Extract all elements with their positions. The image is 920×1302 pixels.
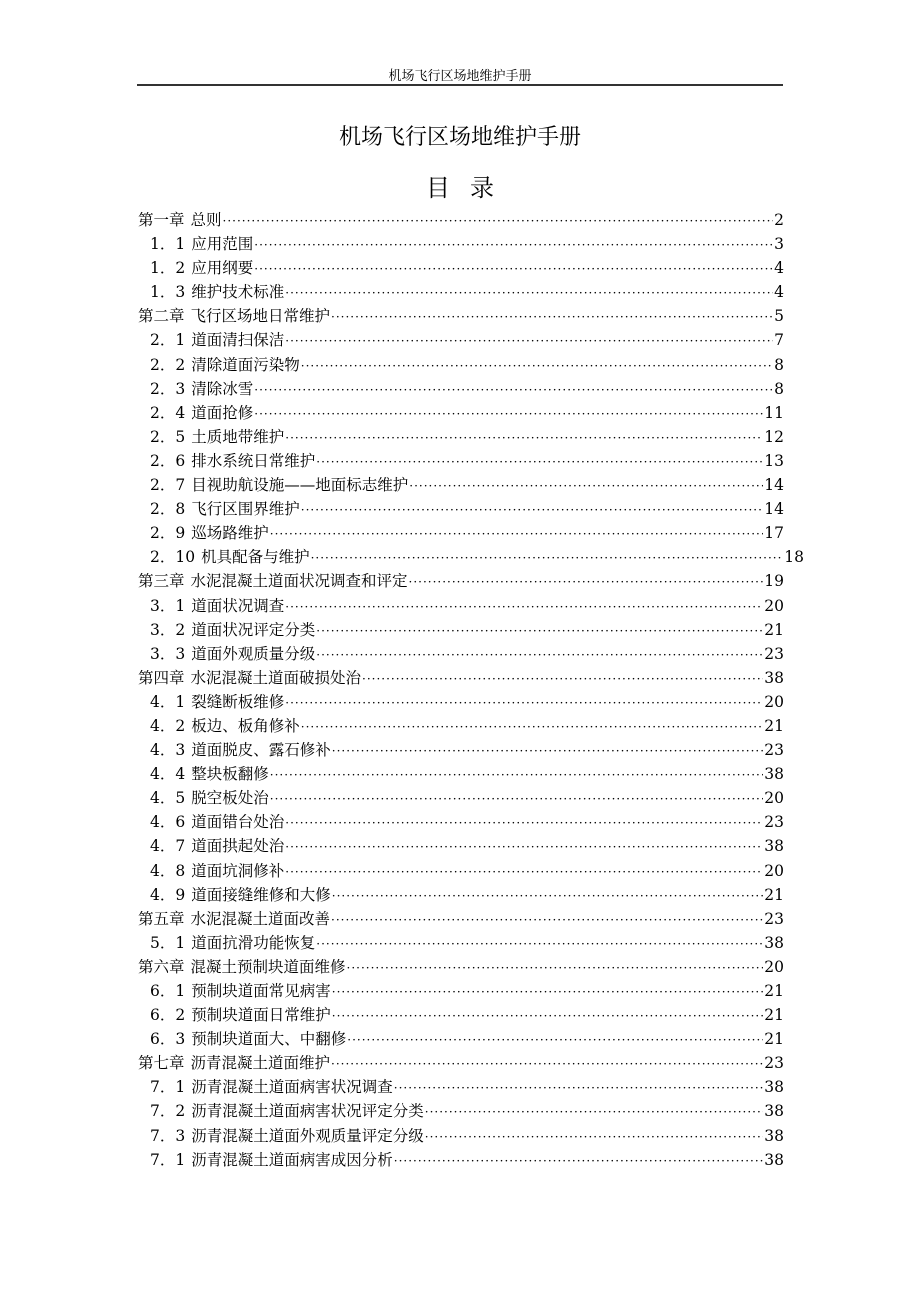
toc-section-entry[interactable] (138, 1003, 784, 1027)
toc-entry-label (150, 594, 284, 616)
toc-page-number: 20 (764, 596, 784, 615)
toc-page-number: 38 (764, 837, 784, 856)
toc-entry-label (150, 232, 253, 254)
toc-entry-label (150, 497, 300, 519)
toc-entry-text: 道面坑洞修补 (191, 861, 285, 880)
toc-page-number: 18 (784, 548, 804, 567)
toc-entry-number: 4．4 (150, 765, 186, 784)
toc-dot-leader (254, 383, 773, 397)
toc-dot-leader (254, 407, 763, 421)
toc-dot-leader (270, 527, 764, 541)
toc-entry-text: 巡场路维护 (191, 524, 269, 543)
toc-entry-text: 沥青混凝土道面维护 (190, 1054, 331, 1073)
toc-entry-text: 水泥混凝土道面改善 (190, 909, 331, 928)
toc-page-number: 38 (764, 1150, 784, 1169)
toc-entry-number: 第一章 (138, 211, 185, 229)
toc-entry-text: 应用范围 (191, 235, 254, 254)
toc-section-entry[interactable] (138, 353, 784, 377)
toc-entry-number: 第二章 (138, 307, 185, 326)
toc-page-number: 20 (764, 692, 784, 711)
toc-entry-text: 道面状况评定分类 (191, 620, 316, 639)
toc-dot-leader (301, 503, 764, 517)
toc-entry-number: 2．1 (150, 331, 186, 350)
toc-entry-text: 脱空板处治 (191, 789, 269, 808)
toc-entry-text: 预制块道面常见病害 (191, 982, 331, 1000)
toc-entry-number: 4．5 (150, 789, 186, 808)
toc-entry-label (138, 907, 330, 929)
toc-dot-leader (270, 792, 764, 806)
toc-page-number: 4 (774, 283, 784, 302)
toc-section-entry[interactable] (138, 497, 784, 521)
toc-page-number: 38 (764, 1078, 784, 1097)
toc-entry-text: 清除道面污染物 (191, 355, 300, 374)
toc-entry-number: 1．2 (150, 259, 186, 278)
toc-entry-number: 1．1 (150, 235, 186, 254)
toc-entry-number: 2．2 (150, 355, 186, 374)
toc-entry-label (150, 931, 315, 953)
toc-entry-label (150, 521, 269, 543)
toc-entry-label (150, 618, 315, 640)
toc-entry-number: 2．3 (150, 379, 186, 398)
toc-entry-text: 预制块道面日常维护 (191, 1006, 331, 1025)
toc-dot-leader (425, 1105, 764, 1119)
toc-dot-leader (301, 359, 773, 373)
toc-page-number: 21 (764, 1030, 784, 1049)
toc-entry-label (150, 810, 284, 832)
toc-chapter-entry[interactable] (138, 955, 784, 979)
toc-section-entry[interactable] (138, 834, 784, 858)
toc-dot-leader (347, 1033, 763, 1047)
toc-page-number: 38 (764, 765, 784, 784)
toc-entry-number: 2．10 (150, 548, 196, 567)
toc-entry-label (150, 449, 315, 471)
toc-entry-text: 飞行区围界维护 (191, 500, 300, 519)
toc-entry-text: 机具配备与维护 (201, 548, 310, 567)
toc-entry-text: 沥青混凝土道面病害状况评定分类 (191, 1102, 424, 1121)
toc-page-number: 13 (764, 451, 784, 470)
toc-page-number: 3 (774, 235, 784, 254)
toc-entry-text: 沥青混凝土道面外观质量评定分级 (191, 1126, 424, 1145)
toc-entry-number: 7．2 (150, 1102, 186, 1121)
toc-entry-number: 7．1 (150, 1078, 186, 1097)
toc-entry-text: 混凝土预制块道面维修 (190, 957, 346, 976)
toc-entry-number: 1．3 (150, 283, 186, 302)
toc-entry-number: 第三章 (138, 572, 185, 591)
toc-entry-number: 2．9 (150, 524, 186, 543)
toc-entry-text: 飞行区场地日常维护 (190, 307, 331, 326)
toc-entry-text: 道面错台处治 (191, 813, 285, 832)
toc-page-number: 5 (774, 307, 784, 326)
toc-page-number: 8 (774, 355, 784, 374)
toc-entry-text: 土质地带维护 (191, 427, 285, 446)
toc-entry-number: 4．3 (150, 741, 186, 760)
toc-page-number: 21 (764, 1006, 784, 1025)
toc-page-number: 20 (764, 957, 784, 976)
toc-entry-text: 整块板翻修 (191, 765, 269, 784)
toc-page-number: 23 (764, 813, 784, 832)
toc-entry-number: 第四章 (138, 668, 185, 687)
toc-entry-label (150, 1075, 393, 1097)
toc-section-entry[interactable] (138, 810, 784, 834)
toc-entry-label (150, 762, 269, 784)
toc-section-entry[interactable] (138, 401, 784, 425)
toc-section-entry[interactable] (138, 859, 784, 883)
toc-entry-number: 2．5 (150, 427, 186, 446)
toc-page-number: 21 (764, 620, 784, 639)
toc-section-entry[interactable] (138, 521, 784, 545)
toc-dot-leader (254, 238, 773, 252)
toc-heading: 目录 (426, 174, 514, 202)
toc-section-entry[interactable] (138, 738, 784, 762)
toc-dot-leader (285, 431, 763, 445)
toc-dot-leader (301, 720, 764, 734)
toc-section-entry[interactable] (138, 883, 784, 907)
toc-page-number: 14 (764, 500, 784, 519)
toc-section-entry[interactable] (138, 1027, 784, 1051)
document-title: 机场飞行区场地维护手册 (338, 125, 581, 150)
toc-section-entry[interactable] (138, 280, 784, 304)
toc-section-entry[interactable] (138, 232, 784, 256)
toc-chapter-entry[interactable] (138, 907, 784, 931)
toc-entry-text: 道面抢修 (191, 403, 254, 422)
toc-entry-label (150, 786, 269, 808)
toc-entry-number: 第六章 (138, 957, 185, 976)
toc-page-number: 38 (764, 1102, 784, 1121)
toc-page-number: 20 (764, 789, 784, 808)
toc-page-number: 8 (774, 379, 784, 398)
toc-dot-leader (332, 744, 764, 758)
toc-section-entry[interactable] (138, 328, 784, 352)
toc-entry-text: 维护技术标准 (191, 283, 285, 302)
toc-entry-label (150, 256, 253, 278)
toc-entry-number: 4．6 (150, 813, 186, 832)
toc-chapter-entry[interactable] (138, 666, 784, 690)
toc-entry-number: 2．6 (150, 451, 186, 470)
toc-dot-leader (332, 985, 764, 999)
toc-entry-text: 水泥混凝土道面状况调查和评定 (190, 572, 408, 591)
toc-dot-leader (347, 961, 764, 975)
toc-dot-leader (285, 334, 773, 348)
toc-entry-label (150, 377, 253, 399)
toc-section-entry[interactable] (138, 594, 784, 618)
toc-dot-leader (331, 1057, 763, 1071)
toc-chapter-entry[interactable] (138, 1051, 784, 1075)
toc-entry-number: 6．1 (150, 982, 186, 1000)
toc-entry-label (150, 328, 284, 350)
toc-page-number: 23 (764, 909, 784, 928)
toc-chapter-entry[interactable] (138, 569, 784, 593)
toc-entry-text: 水泥混凝土道面破损处治 (190, 668, 362, 687)
toc-entry-label (150, 1124, 424, 1146)
toc-section-entry[interactable] (138, 979, 784, 1003)
toc-dot-leader (332, 1009, 764, 1023)
toc-section-entry[interactable] (138, 256, 784, 280)
toc-dot-leader (362, 672, 763, 686)
toc-dot-leader (223, 214, 774, 228)
toc-chapter-entry[interactable] (138, 304, 784, 328)
toc-entry-text: 总则 (190, 211, 222, 229)
toc-entry-text: 裂缝断板维修 (191, 692, 285, 711)
toc-page-number: 17 (764, 524, 784, 543)
toc-section-entry[interactable] (138, 425, 784, 449)
toc-entry-label (150, 738, 331, 760)
toc-section-entry[interactable] (138, 690, 784, 714)
toc-dot-leader (285, 865, 763, 879)
toc-dot-leader (285, 286, 773, 300)
toc-entry-label (138, 1051, 330, 1073)
toc-entry-text: 板边、板角修补 (191, 716, 300, 735)
toc-entry-label (150, 401, 253, 423)
toc-entry-label (150, 1099, 424, 1121)
toc-entry-label (138, 208, 222, 230)
toc-entry-label (150, 690, 284, 712)
toc-dot-leader (311, 551, 784, 565)
toc-entry-number: 4．2 (150, 716, 186, 735)
toc-entry-text: 清除冰雪 (191, 379, 254, 398)
toc-entry-number: 3．3 (150, 644, 186, 663)
header-rule (137, 84, 783, 86)
table-of-contents (138, 208, 804, 1172)
toc-page-number: 19 (764, 572, 784, 591)
toc-entry-text: 目视助航设施——地面标志维护 (191, 476, 409, 495)
toc-entry-number: 6．2 (150, 1006, 186, 1025)
toc-entry-number: 第五章 (138, 909, 185, 928)
toc-section-entry[interactable] (138, 1075, 784, 1099)
toc-entry-number: 4．7 (150, 837, 186, 856)
toc-page-number: 38 (764, 1126, 784, 1145)
toc-entry-label (150, 979, 331, 1001)
toc-page-number: 38 (764, 668, 784, 687)
toc-dot-leader (331, 913, 763, 927)
toc-page-number: 21 (764, 982, 784, 1000)
toc-page-number: 20 (764, 861, 784, 880)
toc-dot-leader (332, 889, 764, 903)
toc-entry-label (150, 545, 310, 567)
toc-entry-label (150, 642, 315, 664)
toc-section-entry[interactable] (138, 714, 784, 738)
toc-entry-number: 5．1 (150, 933, 186, 952)
toc-section-entry[interactable] (138, 762, 784, 786)
toc-entry-label (150, 859, 284, 881)
running-header: 机场飞行区场地维护手册 (388, 69, 532, 84)
toc-dot-leader (409, 479, 763, 493)
toc-page-number: 12 (764, 427, 784, 446)
toc-entry-label (138, 569, 408, 591)
toc-section-entry[interactable] (138, 618, 784, 642)
toc-section-entry[interactable] (138, 1148, 784, 1172)
toc-page-number: 14 (764, 476, 784, 495)
toc-section-entry[interactable] (138, 545, 804, 569)
toc-entry-number: 7．3 (150, 1126, 186, 1145)
toc-page-number: 7 (774, 331, 784, 350)
toc-entry-label (150, 1003, 331, 1025)
toc-section-entry[interactable] (138, 786, 784, 810)
toc-entry-number: 6．3 (150, 1030, 186, 1049)
toc-entry-text: 排水系统日常维护 (191, 451, 316, 470)
toc-page-number: 23 (764, 1054, 784, 1073)
toc-section-entry[interactable] (138, 449, 784, 473)
toc-entry-number: 3．2 (150, 620, 186, 639)
toc-dot-leader (316, 648, 763, 662)
toc-chapter-entry[interactable] (138, 208, 784, 232)
toc-entry-number: 2．8 (150, 500, 186, 519)
toc-dot-leader (254, 262, 773, 276)
toc-dot-leader (285, 840, 763, 854)
toc-entry-label (150, 1148, 393, 1170)
toc-entry-label (150, 1027, 346, 1049)
toc-entry-label (150, 353, 300, 375)
toc-entry-text: 沥青混凝土道面病害成因分析 (191, 1150, 393, 1169)
toc-entry-number: 7．1 (150, 1150, 186, 1169)
toc-entry-number: 3．1 (150, 596, 186, 615)
toc-section-entry[interactable] (138, 1099, 784, 1123)
toc-entry-text: 道面抗滑功能恢复 (191, 933, 316, 952)
toc-dot-leader (285, 696, 763, 710)
toc-entry-label (138, 666, 361, 688)
toc-entry-label (138, 955, 346, 977)
toc-entry-text: 道面拱起处治 (191, 837, 285, 856)
toc-dot-leader (285, 600, 763, 614)
toc-entry-number: 4．1 (150, 692, 186, 711)
toc-entry-label (150, 280, 284, 302)
toc-dot-leader (270, 768, 764, 782)
toc-entry-label (150, 425, 284, 447)
toc-entry-number: 第七章 (138, 1054, 185, 1073)
toc-section-entry[interactable] (138, 377, 784, 401)
toc-dot-leader (331, 310, 773, 324)
toc-dot-leader (425, 1130, 764, 1144)
toc-dot-leader (409, 575, 764, 589)
toc-dot-leader (394, 1154, 764, 1168)
toc-section-entry[interactable] (138, 473, 784, 497)
toc-entry-label (150, 883, 331, 905)
toc-section-entry[interactable] (138, 1124, 784, 1148)
toc-dot-leader (316, 624, 763, 638)
toc-entry-number: 2．7 (150, 476, 186, 495)
toc-entry-text: 道面状况调查 (191, 596, 285, 615)
toc-section-entry[interactable] (138, 642, 784, 666)
toc-dot-leader (285, 816, 763, 830)
toc-page-number: 21 (764, 716, 784, 735)
toc-dot-leader (394, 1081, 764, 1095)
toc-entry-label (138, 304, 330, 326)
toc-entry-text: 道面脱皮、露石修补 (191, 741, 331, 760)
toc-entry-number: 2．4 (150, 403, 186, 422)
toc-page-number: 2 (774, 211, 784, 229)
toc-entry-text: 道面清扫保洁 (191, 331, 285, 350)
toc-page-number: 23 (764, 644, 784, 663)
toc-entry-label (150, 714, 300, 736)
toc-entry-number: 4．9 (150, 885, 186, 904)
toc-entry-text: 应用纲要 (191, 259, 254, 278)
toc-entry-number: 4．8 (150, 861, 186, 880)
toc-entry-text: 道面接缝维修和大修 (191, 885, 331, 904)
toc-entry-text: 预制块道面大、中翻修 (191, 1030, 347, 1049)
toc-page-number: 11 (764, 403, 784, 422)
toc-entry-label (150, 473, 408, 495)
toc-page-number: 23 (764, 741, 784, 760)
toc-page-number: 38 (764, 933, 784, 952)
toc-entry-text: 道面外观质量分级 (191, 644, 316, 663)
toc-entry-label (150, 834, 284, 856)
toc-page-number: 4 (774, 259, 784, 278)
toc-section-entry[interactable] (138, 931, 784, 955)
toc-dot-leader (316, 455, 763, 469)
toc-entry-text: 沥青混凝土道面病害状况调查 (191, 1078, 393, 1097)
toc-dot-leader (316, 937, 763, 951)
toc-page-number: 21 (764, 885, 784, 904)
